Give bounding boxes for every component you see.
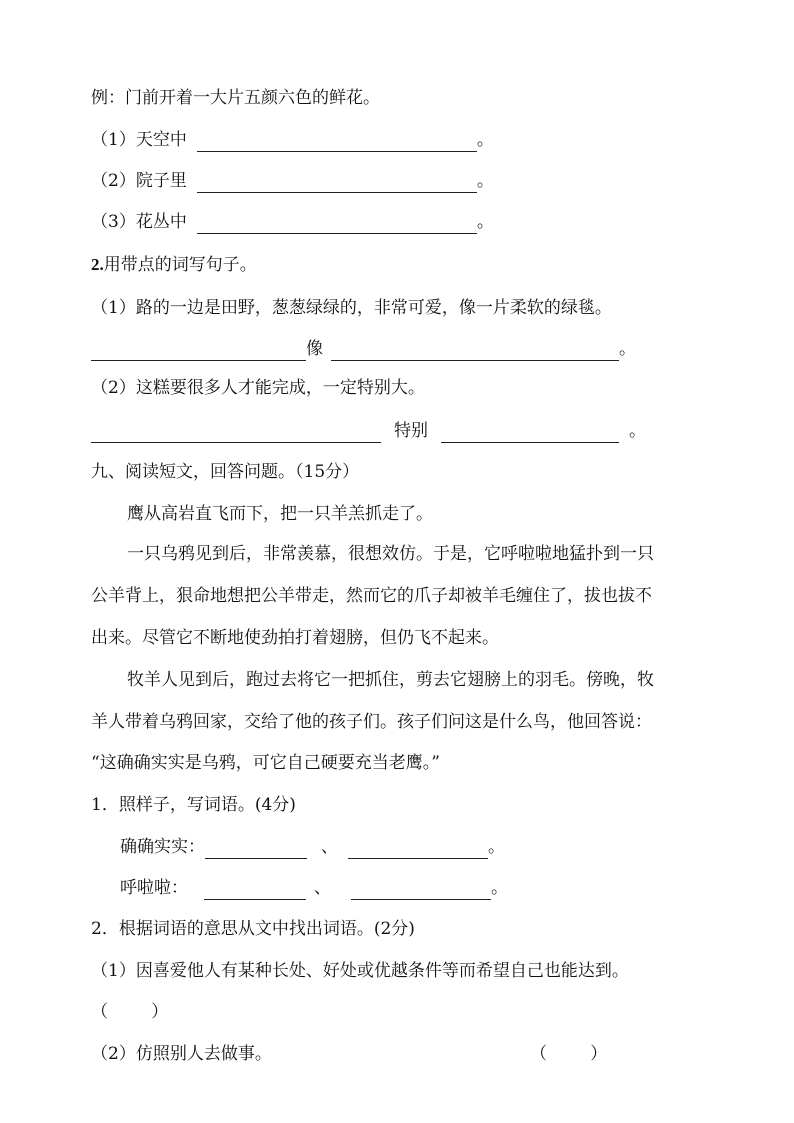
answer-blank-2[interactable] bbox=[197, 174, 477, 193]
task2-q1-word: 像 bbox=[306, 339, 323, 359]
task2-number: 2. bbox=[91, 255, 104, 274]
fill-item-2-end: 。 bbox=[476, 171, 494, 191]
answer-paren-2[interactable]: （ ） bbox=[530, 1044, 608, 1064]
task2-q2-end: 。 bbox=[629, 421, 646, 441]
task2-q1-answer-row bbox=[91, 337, 636, 361]
passage-line: 羊人带着乌鸦回家，交给了他的孩子们。孩子们问这是什么鸟，他回答说： bbox=[91, 712, 652, 732]
question-1-text: 1．照样子，写词语。(4分) bbox=[91, 795, 296, 815]
task2-q2-word: 特别 bbox=[394, 421, 428, 441]
example-sentence bbox=[91, 86, 380, 110]
passage-para-3-line-3 bbox=[91, 751, 440, 775]
passage-line: 公羊背上，狠命地想把公羊带走，然而它的爪子却被羊毛缠住了，拔也拔不 bbox=[91, 586, 652, 606]
row-1-sep: 、 bbox=[321, 837, 338, 857]
row-2-label: 呼啦啦： bbox=[120, 878, 188, 898]
fill-item-3 bbox=[91, 210, 494, 234]
passage-line: “这确确实实是乌鸦，可它自己硬要充当老鹰。” bbox=[91, 753, 440, 773]
task2-q1-end: 。 bbox=[619, 339, 636, 359]
passage-para-2-line-1 bbox=[127, 542, 654, 566]
passage-para-2-line-3 bbox=[91, 626, 499, 650]
fill-item-2 bbox=[91, 169, 494, 193]
passage-para-1 bbox=[127, 502, 433, 526]
answer-blank-4[interactable] bbox=[91, 342, 306, 361]
question-2-title bbox=[91, 917, 415, 941]
fill-item-2-label: （2）院子里 bbox=[91, 171, 187, 191]
question-1-row-1 bbox=[120, 835, 505, 859]
question-1-title bbox=[91, 793, 296, 817]
answer-blank-6[interactable] bbox=[91, 424, 381, 443]
row-1-end: 。 bbox=[488, 837, 505, 857]
question-1-row-2 bbox=[120, 876, 508, 900]
passage-line: 出来。尽管它不断地使劲拍打着翅膀，但仍飞不起来。 bbox=[91, 628, 499, 648]
answer-blank-3[interactable] bbox=[197, 215, 477, 234]
answer-blank-8[interactable] bbox=[205, 840, 307, 859]
answer-paren-1[interactable]: （ ） bbox=[91, 1002, 169, 1022]
task2-q2 bbox=[91, 376, 425, 400]
answer-blank-1[interactable] bbox=[197, 133, 477, 152]
question-2-item-1-answer[interactable] bbox=[91, 1000, 168, 1024]
passage-para-2-line-2 bbox=[91, 584, 652, 608]
answer-blank-11[interactable] bbox=[351, 881, 491, 900]
question-2-item-1-text: （1）因喜爱他人有某种长处、好处或优越条件等而希望自己也能达到。 bbox=[91, 961, 629, 981]
question-2-item-2-text: （2）仿照别人去做事。 bbox=[91, 1044, 272, 1064]
task2-q2-text: （2）这糕要很多人才能完成，一定特别大。 bbox=[91, 378, 425, 398]
answer-blank-7[interactable] bbox=[441, 424, 619, 443]
fill-item-3-label: （3）花丛中 bbox=[91, 212, 187, 232]
fill-item-1-label: （1）天空中 bbox=[91, 130, 187, 150]
row-2-end: 。 bbox=[491, 878, 508, 898]
answer-blank-9[interactable] bbox=[348, 840, 488, 859]
answer-blank-10[interactable] bbox=[204, 881, 306, 900]
question-2-item-1 bbox=[91, 959, 629, 983]
task2-q1 bbox=[91, 296, 612, 320]
task2-q2-answer-row bbox=[91, 419, 646, 443]
section9-title: 九、阅读短文，回答问题。（15分） bbox=[91, 462, 360, 482]
task2-title: 用带点的词写句子。 bbox=[103, 255, 257, 275]
passage-line: 牧羊人见到后，跑过去将它一把抓住，剪去它翅膀上的羽毛。傍晚，牧 bbox=[127, 670, 654, 690]
fill-item-1-end: 。 bbox=[476, 130, 494, 150]
section9-heading bbox=[91, 460, 359, 484]
row-2-sep: 、 bbox=[314, 878, 331, 898]
question-2-text: 2．根据词语的意思从文中找出词语。(2分) bbox=[91, 919, 415, 939]
passage-line: 一只乌鸦见到后，非常羡慕，很想效仿。于是，它呼啦啦地猛扑到一只 bbox=[127, 544, 654, 564]
fill-item-1 bbox=[91, 128, 494, 152]
passage-para-3-line-2 bbox=[91, 710, 652, 734]
question-2-item-2-answer[interactable] bbox=[530, 1042, 607, 1066]
task2-q1-text: （1）路的一边是田野，葱葱绿绿的，非常可爱，像一片柔软的绿毯。 bbox=[91, 298, 612, 318]
fill-item-3-end: 。 bbox=[476, 212, 494, 232]
example-text: 例：门前开着一大片五颜六色的鲜花。 bbox=[91, 88, 380, 108]
passage-para-1-text: 鹰从高岩直飞而下，把一只羊羔抓走了。 bbox=[127, 504, 433, 524]
question-2-item-2 bbox=[91, 1042, 272, 1066]
row-1-label: 确确实实： bbox=[120, 837, 205, 857]
passage-para-3-line-1 bbox=[127, 668, 654, 692]
answer-blank-5[interactable] bbox=[331, 342, 619, 361]
task2-heading bbox=[91, 253, 257, 277]
